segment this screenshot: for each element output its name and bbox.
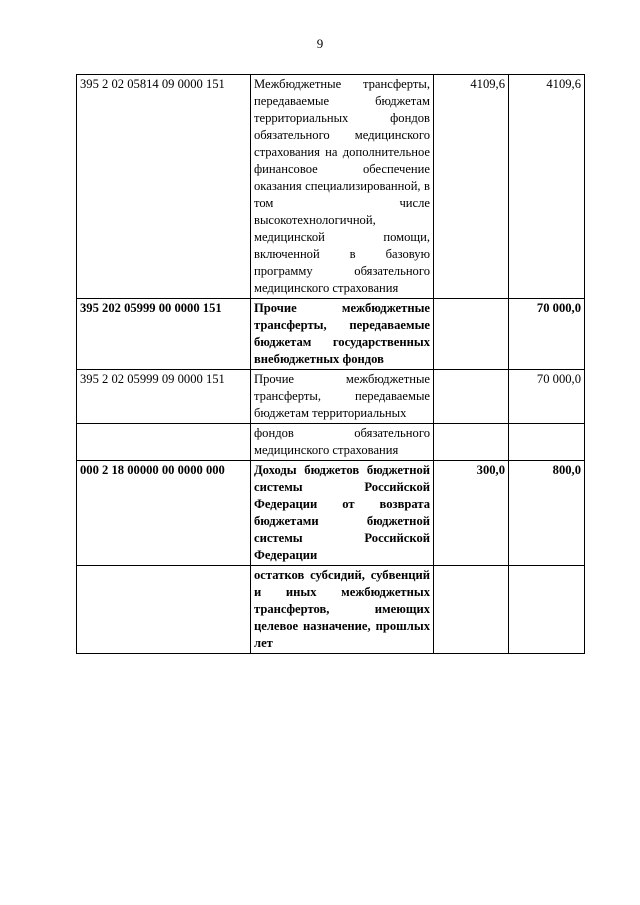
amount-column-1: 300,0: [434, 461, 509, 566]
amount-column-1: [434, 299, 509, 370]
revenue-item-name: Прочие межбюджетные трансферты, передаваемые бюджетам государственных внебюджетных фондов: [251, 299, 434, 370]
amount-column-1: 4109,6: [434, 75, 509, 299]
amount-column-2: [509, 424, 585, 461]
table-row: [77, 461, 585, 566]
amount-column-2: 70 000,0: [509, 299, 585, 370]
amount-column-2: 4109,6: [509, 75, 585, 299]
amount-column-2: 800,0: [509, 461, 585, 566]
table-row: [77, 370, 585, 424]
amount-column-1: [434, 566, 509, 654]
table-row: [77, 299, 585, 370]
revenue-item-name: Межбюджетные трансферты, передаваемые бюджетам территориальных фондов обязательного медицинского страхования на дополнительное финансовое обеспечение оказания специализированной, в том числе высокотехнологичной, медицинской помощи, включенной в базовую программу обязательного медицинского страхования: [251, 75, 434, 299]
budget-revenue-table: [76, 74, 585, 654]
budget-classification-code: 000 2 18 00000 00 0000 000: [77, 461, 251, 566]
amount-column-1: [434, 370, 509, 424]
amount-column-1: [434, 424, 509, 461]
budget-classification-code: [77, 566, 251, 654]
revenue-item-name: Прочие межбюджетные трансферты, передаваемые бюджетам территориальных: [251, 370, 434, 424]
page-number: 9: [316, 36, 324, 51]
table-row: [77, 424, 585, 461]
budget-classification-code: [77, 424, 251, 461]
amount-column-2: 70 000,0: [509, 370, 585, 424]
budget-classification-code: 395 2 02 05814 09 0000 151: [77, 75, 251, 299]
budget-classification-code: 395 202 05999 00 0000 151: [77, 299, 251, 370]
amount-column-2: [509, 566, 585, 654]
revenue-item-name: остатков субсидий, субвенций и иных межбюджетных трансфертов, имеющих целевое назначение, прошлых лет: [251, 566, 434, 654]
revenue-item-name: Доходы бюджетов бюджетной системы Российской Федерации от возврата бюджетами бюджетной системы Российской Федерации: [251, 461, 434, 566]
table-row: [77, 566, 585, 654]
budget-classification-code: 395 2 02 05999 09 0000 151: [77, 370, 251, 424]
table-row: [77, 75, 585, 299]
revenue-item-name: фондов обязательного медицинского страхования: [251, 424, 434, 461]
